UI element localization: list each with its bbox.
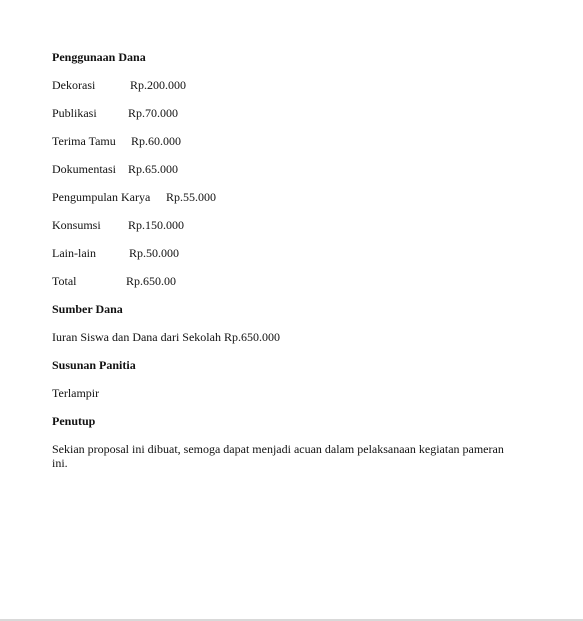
budget-line-pengumpulan-karya [52,190,522,204]
heading-penutup: Penutup [52,414,96,428]
sumber-dana-text: Iuran Siswa dan Dana dari Sekolah Rp.650.000 [52,330,280,344]
susunan-panitia-text: Terlampir [52,386,100,400]
budget-amount: Rp.50.000 [129,246,180,260]
budget-amount: Rp.650.00 [126,274,177,288]
budget-label: Total [52,274,77,288]
budget-line-terima-tamu [52,134,522,148]
budget-label: Konsumsi [52,218,101,232]
budget-label: Publikasi [52,106,97,120]
budget-amount: Rp.200.000 [130,78,187,92]
budget-amount: Rp.70.000 [128,106,179,120]
budget-amount: Rp.150.000 [128,218,185,232]
budget-label: Lain-lain [52,246,96,260]
budget-line-dokumentasi [52,162,522,176]
heading-sumber-dana: Sumber Dana [52,302,123,316]
budget-label: Dekorasi [52,78,96,92]
penutup-text: Sekian proposal ini dibuat, semoga dapat menjadi acuan dalam pelaksanaan kegiatan pameran ini. [52,442,504,470]
budget-line-dekorasi [52,78,522,92]
document-body [52,50,522,470]
budget-label: Pengumpulan Karya [52,190,151,204]
budget-line-publikasi [52,106,522,120]
heading-penggunaan-dana: Penggunaan Dana [52,50,146,64]
budget-amount: Rp.60.000 [131,134,182,148]
budget-amount: Rp.55.000 [166,190,217,204]
budget-line-total [52,274,522,288]
budget-label: Terima Tamu [52,134,116,148]
budget-line-lain-lain [52,246,522,260]
budget-label: Dokumentasi [52,162,116,176]
budget-amount: Rp.65.000 [128,162,179,176]
budget-line-konsumsi [52,218,522,232]
heading-susunan-panitia: Susunan Panitia [52,358,136,372]
